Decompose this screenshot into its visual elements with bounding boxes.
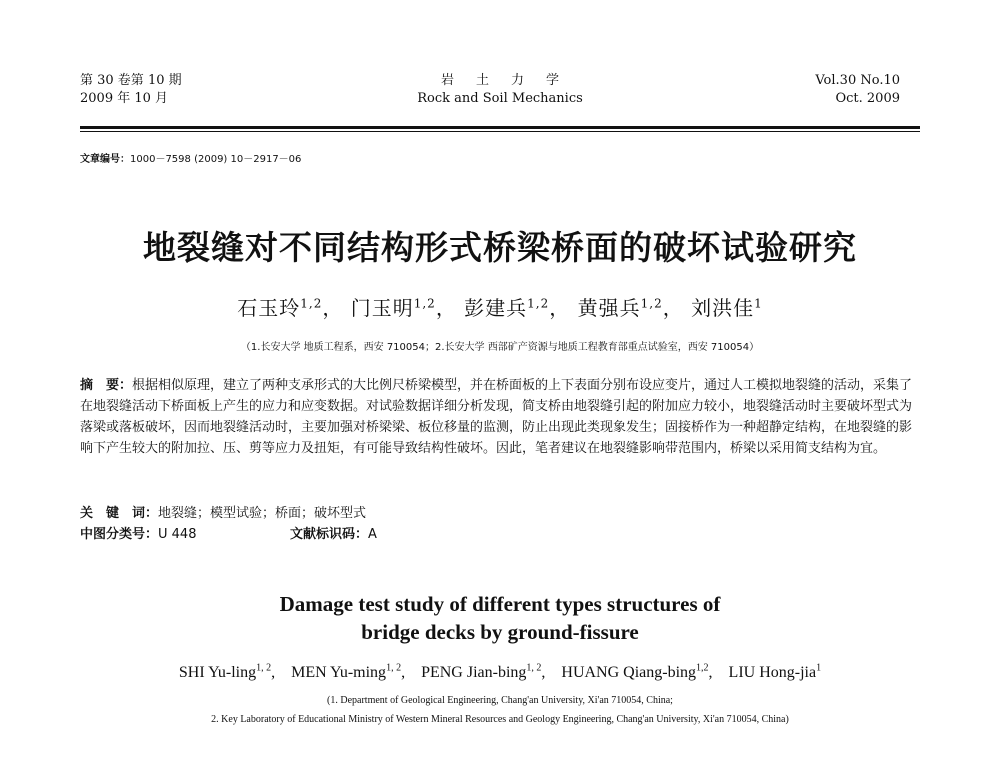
author-cn: 刘洪佳$^1$ (691, 296, 763, 320)
journal-title-cn: 岩土力学 (440, 73, 581, 88)
issue-cn: 第 30 卷第 10 期 (80, 73, 182, 88)
author-cn: 石玉玲$^{1,2}$， (237, 296, 344, 320)
header-rule-thin (80, 131, 920, 132)
title-cn: 地裂缝对不同结构形式桥梁桥面的破坏试验研究 (143, 228, 857, 267)
header-volume-info (815, 72, 900, 108)
author-cn: 黄强兵$^{1,2}$， (577, 296, 684, 320)
date-cn: 2009 年 10 月 (80, 91, 169, 106)
author-cn: 门玉明$^{1,2}$， (350, 296, 457, 320)
abstract-label: 摘 要： (80, 378, 133, 393)
keywords-text: 地裂缝；模型试验；桥面；破坏型式 (158, 506, 367, 521)
article-number-label: 文章编号： (80, 154, 130, 165)
affiliation-en-line2: 2. Key Laboratory of Educational Ministry of Western Mineral Resources and Geology Engineering, Chang'an University, Xi'an 710054, China) (211, 714, 789, 725)
header-rule-thick (80, 126, 920, 129)
authors-en (0, 663, 1000, 682)
classification-number (80, 523, 196, 542)
classification-label: 中图分类号： (80, 527, 159, 542)
title-en-line2: bridge decks by ground-fissure (361, 620, 639, 644)
author-en: HUANG Qiang-bing$^{1,2}$, (561, 663, 725, 682)
affiliation-en-line1: (1. Department of Geological Engineering, Chang'an University, Xi'an 710054, China; (327, 695, 673, 706)
document-code (290, 523, 377, 542)
article-number-value: 1000－7598 (2009) 10－2917－06 (130, 154, 302, 165)
title-en-line1: Damage test study of different types structures of (279, 592, 721, 616)
author-en: SHI Yu-ling$^{1, 2}$, (178, 663, 288, 682)
keywords-label: 关 键 词： (80, 506, 159, 521)
journal-title-en: Rock and Soil Mechanics (417, 91, 583, 106)
date-en: Oct. 2009 (835, 91, 900, 106)
abstract-text: 根据相似原理，建立了两种支承形式的大比例尺桥梁模型，并在桥面板的上下表面分别布设应变片，通过人工模拟地裂缝的活动，采集了在地裂缝活动下桥面板上产生的应力和应变数据。对试验数据详细分析发现，简支桥由地裂缝引起的附加应力较小，地裂缝活动时主要破坏型式为落梁或落板破坏，因而地裂缝活动时，主要加强对桥梁梁、板位移量的监测，防止出现此类现象发生；固接桥作为一种超静定结构，在地裂缝的影响下产生较大的附加拉、压、剪等应力及扭矩，有可能导致结构性破坏。因此，笔者建议在地裂缝影响带范围内，桥梁以采用简支结构为宜。 (80, 378, 913, 456)
author-en: LIU Hong-jia$^1$ (728, 663, 822, 682)
author-en: PENG Jian-bing$^{1, 2}$, (421, 663, 558, 682)
doc-code-value: A (368, 527, 377, 542)
affiliation-cn: （1.长安大学 地质工程系，西安 710054；2.长安大学 西部矿产资源与地质工程教育部重点试验室，西安 710054） (240, 342, 760, 353)
article-number (80, 150, 301, 165)
author-cn: 彭建兵$^{1,2}$， (464, 296, 571, 320)
doc-code-label: 文献标识码： (290, 527, 369, 542)
authors-cn (0, 292, 1000, 321)
title-en (0, 590, 1000, 646)
abstract-cn (80, 375, 920, 459)
volume-en: Vol.30 No.10 (815, 73, 900, 88)
author-en: MEN Yu-ming$^{1, 2}$, (291, 663, 418, 682)
classification-value: U 448 (158, 527, 197, 542)
keywords-cn (80, 502, 366, 521)
